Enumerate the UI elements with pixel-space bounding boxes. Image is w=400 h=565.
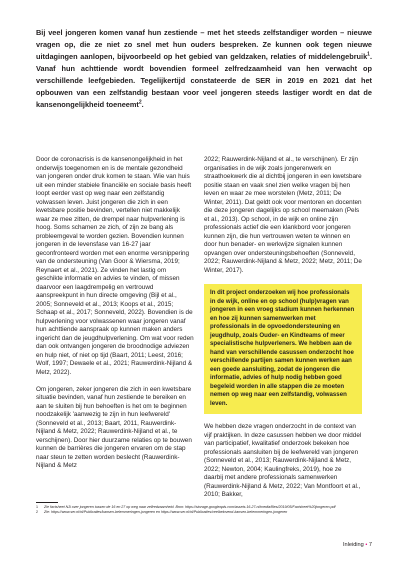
intro-paragraph	[36, 27, 372, 111]
intro-text-3: .	[141, 100, 144, 109]
footer-separator: •	[365, 542, 368, 548]
footnote-number: 1	[36, 505, 38, 509]
footnote-text[interactable]: Zie: https://www.ser.nl/nl/Publicaties/kansen-belemmeringen-jongeren en https://www.ser.nl/nl/Publicaties/veelbelovend-kansen-belemmeringen-jongeren	[44, 510, 288, 514]
footnotes	[36, 505, 372, 515]
footnote-ref-1[interactable]: 1	[367, 51, 370, 58]
right-column	[204, 156, 362, 508]
body-paragraph: Om jongeren, zeker jongeren die zich in een kwetsbare situatie bevinden, vanaf hun zestiende te bereiken en aan te sluiten bij hun behoeften is het om te beginnen noodzakelijk 'aanwezig te zijn in hun leefwereld' (Sonneveld et al., 2013; Baart, 2011, Rauwerdink-Nijland & Metz, 2022; Rauwerdink-Nijland et al., te verschijnen). Door hier duurzame relaties op te bouwen kunnen de barrières die jongeren ervaren om de stap naar steun te zetten worden beslecht (Rauwerdink-Nijland & Metz	[36, 385, 192, 469]
footnote-ref-2[interactable]: 2	[138, 99, 142, 106]
section-name: Inleiding	[342, 542, 364, 548]
body-paragraph: Door de coronacrisis is de kansenongelijkheid in het onderwijs toegenomen en is de mentale gezondheid van jongeren onder druk komen te staan. Wie van huis uit een minder stabiele financiële en sociale basis heeft loopt eerder vast op weg naar een zelfstandig volwassen leven. Juist jongeren die zich in een kwetsbare positie bevinden, vertellen niet makkelijk waar ze mee zitten, de drempel naar hulpverlening is hoog. Soms schamen ze zich, of zijn ze bang als probleemgeval te worden gezien. Bovendien kunnen jongeren in de levensfase van 16-27 jaar geconfronteerd worden met een enorme versnippering van de ondersteuning (Van Goor & Wiersma, 2019; Reynaert et al., 2021). Ze vinden het lastig om geschikte informatie en advies te vinden, of missen daarvoor een laagdrempelig en vertrouwd aanspreekpunt in hun directe omgeving (Bijl et al., 2005; Sonneveld et al., 2013; Koops et al., 2015; Schaap et al., 2017; Sonneveld, 2022). Bovendien is de hulpverlening voor volwassenen waar jongeren vanaf hun achttiende aanspraak op kunnen maken anders ingericht dan de jeugdhulpverlening. Om wat voor reden dan ook ontvangen jongeren de broodnodige adviezen en hulp niet, of niet op tijd (Baart, 2011; Leest, 2016; Wolf, 1997; Dewaele et al., 2021; Rauwerdink-Nijland & Metz, 2022).	[36, 156, 194, 376]
footnote	[36, 510, 372, 515]
body-paragraph: 2022; Rauwerdink-Nijland et al., te verschijnen). Er zijn organisaties in de wijk zoals jongerenwerk en straathoekwerk die al dichtbij jongeren in een kwetsbare positie staan en vaak snel zien welke vragen bij hen leven en waar ze mee worstelen (Metz, 2011; De Winter, 2011). Dat geldt ook voor mentoren en docenten die deze jongeren dagelijks op school meemaken (Pels et al., 2013). Op school, in de wijk en online zijn professionals actief die een klankbord voor jongeren kunnen zijn, die hun vertrouwen weten te winnen en door hun benader- en werkwijze signalen kunnen opvangen over ondersteuningsbehoeften (Sonneveld, 2022; Rauwerdink-Nijland & Metz, 2022; Metz, 2011; De Winter, 2017).	[204, 156, 362, 274]
left-column	[36, 156, 194, 479]
body-paragraph: We hebben deze vragen onderzocht in de context van vijf praktijken. In deze casussen hebben we door middel van participatief, kwalitatief onderzoek bekeken hoe professionals aansluiten bij de leefwereld van jongeren (Sonneveld et al., 2013; Rauwerdink-Nijland & Metz, 2022; Newton, 2004; Kaulingfreks, 2019), hoe ze daarbij met andere professionals samenwerken (Rauwerdink-Nijland & Metz, 2022; Van Montfoort et al., 2010; Bakker,	[204, 423, 362, 498]
footnote-divider	[36, 502, 58, 503]
page-footer	[343, 542, 372, 548]
intro-text-2: . Vanaf hun achttiende wordt bovendien formeel zelfredzaamheid van hen verwacht op verschillende leefgebieden. Tegelijkertijd constateerde de SER in 2019 en 2021 dat het opbouwen van een zelfstandig bestaan voor veel jongeren steeds lastiger wordt en dat de kansenongelijkheid toeneemt	[36, 52, 372, 109]
footnote-text[interactable]: Zie factsheet NJi over jongeren tussen de 16 en 27 op weg naar zelfredzaamheid. Bron: https://storage.googleapis.com/assets.16-27.nl/media/files/2019/05/Factsheet%20jongeren.pdf	[44, 505, 336, 509]
intro-text-1: Bij veel jongeren komen vanaf hun zestiende – met het steeds zelfstandiger worden – nieuwe vragen op, die ze niet zo snel met hun ouders bespreken. Ze kunnen ook tegen nieuwe uitdagingen aanlopen, bijvoorbeeld op het gebied van geldzaken, relaties of middelengebruik	[36, 28, 372, 61]
highlight-box: In dit project onderzoeken wij hoe professionals in de wijk, online en op school (hulp)vragen van jongeren in een vroeg stadium kunnen herkennen en hoe zij kunnen samenwerken met professionals in de opvoedondersteuning en jeugdhulp, zoals Ouder- en Kindteams of meer specialistische hulpverleners. We hebben aan de hand van verschillende casussen onderzocht hoe verschillende partijen samen kunnen werken aan een goede aansluiting, zodat de jongeren die informatie, advies of hulp nodig hebben goed begeleid worden in alle stappen die ze moeten nemen op weg naar een zelfstandig, volwassen leven.	[204, 284, 362, 414]
page-number: 7	[368, 542, 372, 548]
footnote-number: 2	[36, 510, 38, 514]
